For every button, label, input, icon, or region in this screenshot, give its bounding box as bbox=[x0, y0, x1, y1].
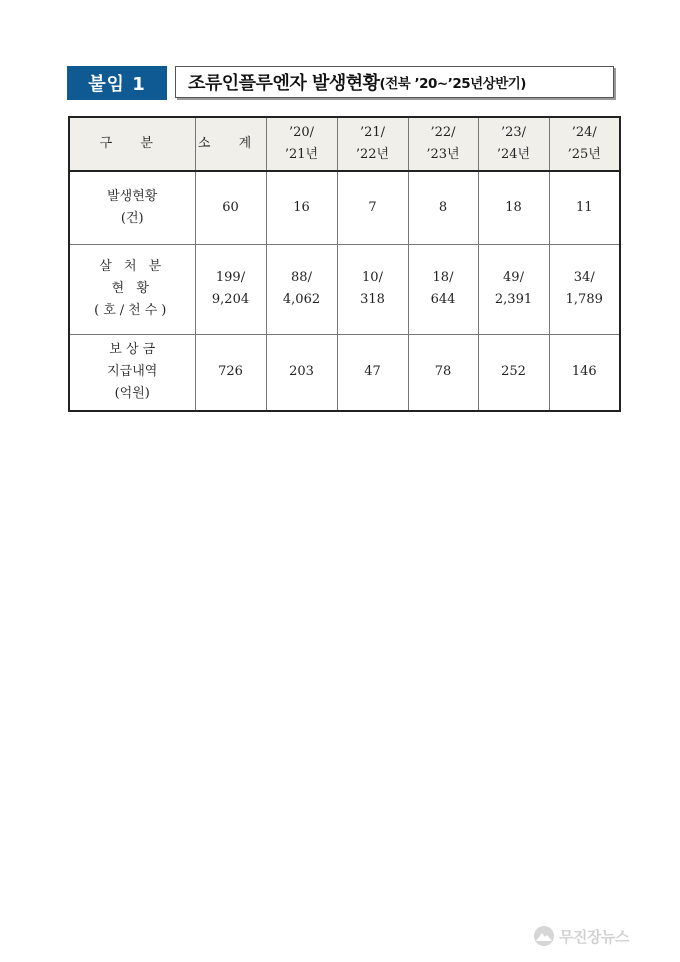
header-season: ’21/ ’22년 bbox=[337, 117, 408, 171]
table-cell: 78 bbox=[408, 334, 478, 411]
table-cell: 34/ 1,789 bbox=[549, 244, 620, 334]
header-season: ’22/ ’23년 bbox=[408, 117, 478, 171]
table-cell: 252 bbox=[478, 334, 549, 411]
table-cell: 88/ 4,062 bbox=[266, 244, 337, 334]
table-cell: 11 bbox=[549, 171, 620, 244]
header-season: ’24/ ’25년 bbox=[549, 117, 620, 171]
watermark bbox=[533, 925, 629, 947]
table-cell: 146 bbox=[549, 334, 620, 411]
table-cell: 18/ 644 bbox=[408, 244, 478, 334]
row-label: 보 상 금 지급내역 (억원) bbox=[69, 334, 195, 411]
outbreak-table bbox=[68, 116, 621, 412]
table-cell: 10/ 318 bbox=[337, 244, 408, 334]
table-cell: 7 bbox=[337, 171, 408, 244]
title-box bbox=[175, 66, 614, 98]
table-row bbox=[69, 244, 620, 334]
table-row bbox=[69, 334, 620, 411]
table-cell: 60 bbox=[195, 171, 266, 244]
table-header-row bbox=[69, 117, 620, 171]
table-cell: 49/ 2,391 bbox=[478, 244, 549, 334]
page-subtitle: (전북 ’20~’25년상반기) bbox=[379, 76, 526, 92]
header-category: 구 분 bbox=[69, 117, 195, 171]
row-label: 발생현황 (건) bbox=[69, 171, 195, 244]
table-row bbox=[69, 171, 620, 244]
title-bar bbox=[67, 66, 616, 100]
watermark-text: 무진장뉴스 bbox=[559, 927, 629, 946]
attachment-badge: 붙임 1 bbox=[67, 66, 167, 100]
table-cell: 16 bbox=[266, 171, 337, 244]
table-cell: 8 bbox=[408, 171, 478, 244]
table-cell: 199/ 9,204 bbox=[195, 244, 266, 334]
header-season: ’23/ ’24년 bbox=[478, 117, 549, 171]
header-subtotal: 소 계 bbox=[195, 117, 266, 171]
header-season: ’20/ ’21년 bbox=[266, 117, 337, 171]
table-cell: 203 bbox=[266, 334, 337, 411]
table-cell: 47 bbox=[337, 334, 408, 411]
mountain-logo-icon bbox=[533, 925, 555, 947]
table-cell: 726 bbox=[195, 334, 266, 411]
page-title: 조류인플루엔자 발생현황 bbox=[188, 73, 380, 94]
table-cell: 18 bbox=[478, 171, 549, 244]
row-label: 살 처 분 현 황 (호/천수) bbox=[69, 244, 195, 334]
